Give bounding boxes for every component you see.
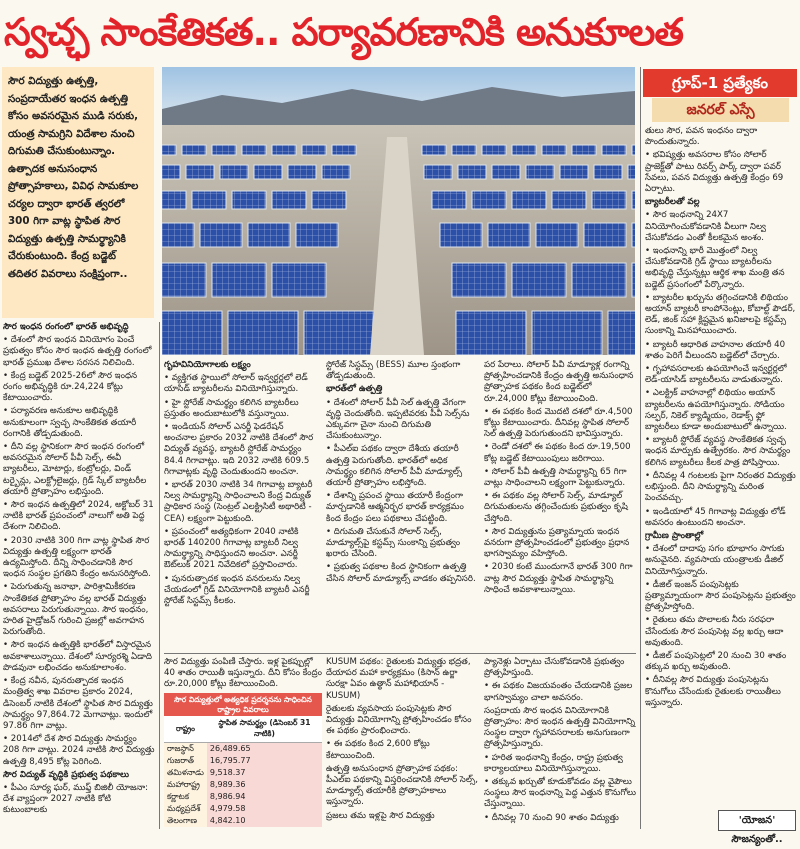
paragraph: • 2014లో దేశ సౌర విద్యుత్తు సామర్థ్యం 208 గిగా వాట్లు. 2024 నాటికి సౌర విద్యుత్తు ఉత్పత్తి 8,495 కోట్ల పెరిగింది.: [3, 734, 155, 767]
paragraph: • సౌర ఇంధన ఉత్పత్తిలో 2024, అక్టోబర్ 31 నాటికి భారత్ ప్రపంచంలో నాలుగో అతి పెద్ద దేశంగా నిలిచింది.: [3, 500, 154, 533]
solar-panel: [552, 191, 586, 209]
paragraph: • దేశాన్ని ప్రపంచ స్థాయి తయారీ కేంద్రంగా మార్చడానికి ఆత్మనిర్భర భారత్ కార్యక్రమం కింద కేంద్రం పలు పథకాలు చేపట్టింది.: [326, 491, 464, 524]
yojana-credit: 'యోజన' సౌజన్యంతో..: [718, 810, 796, 831]
solar-panel: [512, 263, 566, 297]
state-name-cell: తెలంగాణ: [164, 815, 207, 827]
state-name-cell: రాజస్థాన్: [164, 743, 207, 756]
paragraph: • తక్కువ ఖర్చుతో కూడుకోవడం వల్ల వైపౌలు సంస్థలు సౌర ఇంధనాన్ని పెద్ద ఎత్తున కొనుగోలు చేస్తున్నాయి.: [484, 777, 636, 810]
paragraph: • హరిత ఇంధనాన్ని కేంద్రం, రాష్ట్ర ప్రభుత్వ కార్యాలయాలు వినియోగిస్తున్నాయి.: [484, 752, 623, 774]
paragraph: • దిగుమతి చేసుకునే సోలార్ సెల్స్, మాడ్యూల్స్‌పై కస్టమ్స్ సుంకాన్ని ప్రభుత్వం ఖరారు చేసింది.: [326, 526, 461, 560]
table-header: రాష్ట్రం: [164, 716, 207, 743]
paragraph: ఉత్పత్తి అనుసంధాన ప్రోత్సాహక పథకం: పీఎల్ఐ పథకాన్ని విస్తరించడానికి సోలార్ సెల్స్, మాడ్యూల్స్ తయారీకి ప్రోత్సాహకాలు ఇస్తున్నారు.: [326, 763, 478, 808]
solar-panel: [220, 165, 248, 179]
paragraph: • గృహావసరాలకు ఉపయోగించే ఇన్వర్టర్లలో లెడ్-యాసిడ్ బ్యాటరీలను వాడుతున్నారు.: [645, 364, 787, 386]
solar-panel: [456, 311, 526, 355]
intro-box: సౌర విద్యుత్తు ఉత్పత్తి, సంప్రదాయేతర ఇంధన ఉత్పత్తి కోసం అవసరమైన ముడి సరుకు, యంత్ర సామగ్రిని విదేశాల నుంచి దిగుమతి చేసుకుంటున్నాం. ఉత్పాదక అనుసంధాన ప్రోత్సాహకాలు, వివిధ సామకూల చర్యల ద్వారా భారత్ త్వరలో 300 గిగా వాట్ల స్థాపిత సౌర విద్యుత్తు ఉత్పత్తి సామర్థ్యానికి చేరుకుంటుంది. కేంద్ర బడ్జెట్ తదితర వివరాలు సంక్షిప్తంగా..: [2, 67, 154, 318]
solar-panel: [632, 263, 635, 297]
paragraph: • డీజిల్ పంపుసెట్లలో 20 నుంచి 30 శాతం తక్కువ ఖర్చు అవుతుంది.: [645, 650, 787, 673]
state-name-cell: తమిళనాడు: [164, 767, 207, 779]
bottom-column-1: [164, 657, 322, 691]
paragraph: ప్రజలు తమ ఇళ్లపై సౌర విద్యుత్తు: [326, 810, 435, 821]
solar-panel: [512, 145, 536, 155]
section-heading: సౌర ఇంధన రంగంలో భారత్ అభివృద్ధి: [3, 322, 129, 332]
paragraph: పర పేరాలు. సోలార్ పీవీ మాడ్యూళ్ల రంగాన్ని ప్రోత్సహించడానికి కేంద్రం ఉత్పత్తి అనుసంధాన ప్రోత్సాహక పథకం కింద బడ్జెట్‌లో రూ.24,000 కోట్లు కేటాయించింది.: [484, 360, 634, 404]
paragraph: • 2030 కంటే ముందుగానే భారత్ 300 గిగా వాట్ల సౌర విద్యుత్తు స్థాపిత సామర్థ్యాన్ని సాధించే అవకాశాలున్నాయి.: [484, 562, 633, 595]
paragraph: • సౌర ఇంధనాన్ని 24X7 వినియోగించుకోవడానికి వీలుగా నిల్వ చేసుకోవడం ఎంతో కీలకమైన అంశం.: [645, 210, 766, 243]
state-name-cell: మధ్యప్రదేశ్: [164, 803, 207, 815]
paragraph: సంప్రదాయ సౌర ఇంధన వినియోగానికి ప్రోత్సాహం: సౌర ఇంధన ఉత్పత్తి వినియోగాన్ని సంస్థల ద్వారా గృహావసరాలకు అనుగుణంగా ప్రోత్సహిస్తున్నారు.: [484, 705, 636, 750]
paragraph: • ఈ పథకం వల్ల సోలార్ సెల్స్, మాడ్యూల్ దిగుమతులను తగ్గించేందుకు ప్రభుత్వం కృషి చేస్తోంది.: [484, 491, 628, 524]
states-table: [164, 716, 322, 827]
paragraph: • బ్యాటరీ ఆధారిత వాహనాల తయారీ 40 శాతం పెరిగే వీలుందని బడ్జెట్‌లో చేర్చారు.: [645, 339, 786, 361]
paragraph: • సోలార్ పీవీ ఉత్పత్తి సామర్థ్యాన్ని 65 గిగా వాట్లు సాధించాలని లక్ష్యంగా పెట్టుకున్నారు.: [484, 466, 627, 489]
paragraph: • ప్రభుత్వ పథకాల కింద స్థానికంగా ఉత్పత్తి చేసిన సోలార్ మాడ్యూల్స్ వాడకం తప్పనిసరి.: [326, 562, 476, 584]
headline: స్వచ్ఛ సాంకేతికత.. పర్యావరణానికి అనుకూలత: [4, 10, 683, 54]
solar-panel: [232, 191, 266, 209]
solar-panel: [584, 223, 626, 247]
paragraph: • దీనివల్ల 70 నుంచి 90 శాతం విద్యుత్తు: [484, 812, 619, 823]
solar-panel: [632, 191, 635, 209]
solar-panel: [608, 311, 635, 355]
solar-panel: [162, 223, 194, 247]
capacity-cell: 4,842.10: [207, 815, 322, 827]
paragraph: KUSUM పథకం: రైతులకు విద్యుత్తు భద్రత, దేయాపర మహా కార్యక్రమం (కిసాన్ ఉర్జా సురక్షా ఏవం ఉత్థాన్ మహాభియాన్ - KUSUM): [326, 657, 471, 701]
solar-panel: [526, 165, 554, 179]
solar-panel: [594, 165, 622, 179]
solar-panel: [162, 311, 222, 355]
group1-badge: గ్రూప్-1 ప్రత్యేకం: [643, 69, 797, 97]
table-row: [164, 815, 322, 827]
paragraph: • రైతులు తమ పొలాలకు నీరు సరఫరా చేసేందుకు సౌర పంపుసెట్ల వల్ల ఖర్చు ఆదా అవుతుంది.: [645, 615, 784, 648]
paragraph: • బ్యాటరీ స్టోరేజ్ వ్యవస్థ సాంకేతికత స్వచ్ఛ ఇంధన మార్పుకు ఉత్ప్రేరకం. సౌర సామర్థ్యం కలిగిన బ్యాటరీలు కీలక పాత్ర పోషిస్తాయి.: [645, 435, 791, 468]
solar-panel: [632, 223, 635, 247]
paragraph: • భారత్ 2030 నాటికి 34 గిగావాట్ల బ్యాటరీ నిల్వ సామర్థ్యాన్ని సాధించాలని కేంద్ర విద్యుత్ ప్రాధికార సంస్థ (సెంట్రల్ ఎలక్ట్రిసిటీ అథారిటీ - CEA) లక్ష్యంగా పెట్టుకుంది.: [164, 480, 313, 524]
table-row: [164, 767, 322, 779]
solar-panel: [200, 223, 242, 247]
solar-panel: [162, 145, 176, 155]
solar-panel: [304, 311, 374, 355]
paragraph: • కేంద్ర బడ్జెట్ 2025-26లో సౌర ఇంధన రంగం అభివృద్ధికి రూ.24,224 కోట్లు కేటాయించారు.: [3, 370, 138, 404]
solar-panel: [162, 165, 180, 179]
column-1: [3, 322, 155, 830]
capacity-cell: 26,489.65: [207, 743, 322, 756]
paragraph: • దీనివల్ల 4 గంటలకు పైగా నిరంతర విద్యుత్తు లభిస్తుంది. దీని సామర్థ్యాన్ని మరింత పెంచవచ్చు.: [645, 470, 796, 504]
solar-panel: [572, 263, 626, 297]
state-name-cell: మహారాష్ట్ర: [164, 779, 207, 791]
section-heading: గృహవినియోగాలకు లక్ష్యం: [164, 360, 251, 370]
solar-panel: [440, 223, 482, 247]
paragraph: • ప్రపంచంలో అత్యధికంగా 2040 నాటికి భారత్ 140200 గిగావాట్ల బ్యాటరీ నిల్వ సామర్థ్యాన్ని సాధిస్తుందని అంచనా. ఎనర్జీ ఔట్‌లుక్ 2021 నివేదికలో ప్రస్తావించారు.: [164, 526, 299, 571]
solar-panel: [254, 165, 282, 179]
paragraph: • పునరుత్పాదక ఇంధన వనరులను నిల్వ చేయడంలో గ్రిడ్ వినియోగానికి బ్యాటరీ ఎనర్జీ స్టోరేజ్ సిస్టమ్స్ కీలకం.: [164, 573, 310, 607]
solar-panel: [492, 165, 520, 179]
solar-panel: [422, 145, 446, 155]
table-row: [164, 803, 322, 815]
capacity-cell: 16,795.77: [207, 755, 322, 767]
column-4: [484, 360, 636, 685]
paragraph: • ఎలక్ట్రిక్ వాహనాల్లో లిథియం అయాన్ బ్యాటరీలను ఉపయోగిస్తున్నారు. సోడియం సల్ఫర్, నికెల్ క్యాడ్మియం, రెడాక్స్ ఫ్లో బ్యాటరీలు కూడా అందుబాటులో ఉన్నాయి.: [645, 388, 787, 433]
solar-panel: [302, 145, 326, 155]
paragraph: • సౌర విద్యుత్తును ప్రత్యామ్నాయ ఇంధన వనరుగా ప్రోత్సహించడంలో ప్రభుత్వం ప్రధాన భాగస్వామ్యం వహిస్తోంది.: [484, 526, 630, 560]
paragraph: • కేంద్ర నవీన, పునరుత్పాదక ఇంధన మంత్రిత్వ శాఖ వివరాల ప్రకారం 2024, డిసెంబర్ నాటికి దేశంలో స్థాపిత సౌర విద్యుత్తు సామర్థ్యం 97,864.72 మెగావాట్లు. ఇందులో 97.86 గిగా వాట్లు.: [3, 676, 153, 731]
paragraph: • ఇండియన్ సోలార్ ఎనర్జీ ఫెడరేషన్ అంచనాల ప్రకారం 2032 నాటికి దేశంలో సౌర విద్యుత్ వ్యవస్థ, బ్యాటరీ స్టోరేజ్ సామర్థ్యం 84.4 గిగావాట్లు. ఇది 2032 నాటికి 609.5 గిగావాట్లకు వృద్ధి చెందుతుందని అంచనా.: [164, 422, 314, 477]
section-heading: భారత్‌లో ఉత్పత్తి: [326, 384, 383, 395]
solar-panel: [332, 145, 356, 155]
solar-panel: [242, 145, 266, 155]
section-heading: గ్రామీణ ప్రాంతాల్లో: [645, 530, 704, 541]
paragraph: • ఇంధనాన్ని భారీ మొత్తంలో నిల్వ చేసుకోవడానికి గ్రిడ్ స్థాయి బ్యాటరీలను అభివృద్ధి చేస్తున్నట్లు ఆర్థిక శాఖ మంత్రి తన బడ్జెట్ ప్రసంగంలో పేర్కొన్నారు.: [645, 246, 785, 290]
divider: [164, 653, 636, 654]
paragraph: • ఈ పథకం కింద మొదటి దశలో రూ.4,500 కోట్లు కేటాయించారు. దీనివల్ల స్థాపిత సోలార్ సెల్ ఉత్పత్తి పెరుగుతుందని భావిస్తున్నారు.: [484, 406, 633, 440]
paragraph: తులు సౌర, పవన ఇంధనం ద్వారా పొందుతున్నారు.: [645, 126, 758, 148]
capacity-cell: 8,989.36: [207, 779, 322, 791]
solar-panel: [288, 165, 316, 179]
solar-panel: [452, 263, 506, 297]
solar-panel: [162, 191, 186, 209]
state-name-cell: గుజరాత్: [164, 755, 207, 767]
divider: [640, 67, 641, 829]
paragraph: • వ్యక్తిగత స్థాయిలో సోలార్ ఇన్వర్టర్లలో లెడ్ యాసిడ్ బ్యాటరీలను వినియోగిస్తున్నారు.: [164, 373, 308, 395]
paragraph: • ఇండియాలో 45 గిగావాట్ల విద్యుత్తు లోడ్ అవసరం ఉంటుందని అంచనా.: [645, 506, 786, 528]
bottom-column-3: [484, 657, 636, 829]
table-row: [164, 779, 322, 791]
solar-panel: [542, 145, 566, 155]
paragraph: స్టోరేజ్ సిస్టమ్స్ (BESS) మూల స్తంభంగా తోడ్పడుతుంది.: [326, 360, 461, 382]
solar-panel: [628, 165, 635, 179]
paragraph: • బ్యాటరీల ఖర్చును తగ్గించడానికి లిథియం అయాన్ బ్యాటరీ కాంపోనెంట్లు, కోబాల్ట్ పౌడర్, లెడ్, జింక్ సహా క్లిష్టమైన ఖనిజాలపై కస్టమ్స్ సుంకాన్ని మినహాయించారు.: [645, 292, 796, 337]
solar-panel: [532, 311, 602, 355]
paragraph: • ఈ పథకం కింద 2,600 కోట్లు కేటాయించింది.: [326, 739, 430, 761]
paragraph: సౌర విద్యుత్తు పంపిణీ చేస్తారు. ఇళ్ల పైకప్పుల్లో 40 శాతం రాయితీ ఇస్తున్నారు. దీని కోసం కేంద్రం రూ.20,000 కోట్లు కేటాయించింది.: [164, 657, 322, 690]
solar-panel: [432, 191, 466, 209]
solar-panel: [312, 191, 346, 209]
solar-panel: [192, 191, 226, 209]
solar-panel: [272, 191, 306, 209]
solar-panel: [322, 165, 350, 179]
solar-panels-photo: [162, 67, 635, 355]
paragraph: ప్యానెళ్లు ఏర్పాటు చేసుకోవడానికి ప్రభుత్వం ప్రోత్సహిస్తుంది.: [484, 657, 625, 679]
solar-panel: [182, 145, 206, 155]
solar-panel: [162, 263, 206, 297]
paragraph: • డీజిల్ ఇంజన్ పంపుసెట్లకు ప్రత్యామ్నాయంగా సౌర పంపుసెట్లను ప్రభుత్వం ప్రోత్సహిస్తోంది.: [645, 579, 796, 613]
solar-panel: [482, 145, 506, 155]
paragraph: • పర్యావరణ అనుకూల అభివృద్ధికి అనుకూలంగా స్వచ్ఛ సాంకేతికత తయారీ రంగానికి తోడ్పడుతుంది.: [3, 406, 137, 439]
table-row: [164, 791, 322, 803]
solar-panel: [212, 263, 266, 297]
paragraph: • ఈ పథకం విజయవంతం చేయడానికి ప్రజల భాగస్వామ్యం చాలా అవసరం.: [484, 681, 633, 703]
capacity-cell: 9,518.37: [207, 767, 322, 779]
paragraph: • పీఎల్ఐ పథకం ద్వారా దేశీయ తయారీ ఉత్పత్తి పెరుగుతోంది. భారత్‌లో అధిక సామర్థ్యం కలిగిన సోలార్ పీవీ మాడ్యూల్స్ తయారీ ప్రోత్సాహం లభిస్తోంది.: [326, 444, 463, 489]
paragraph: రైతులకు వ్యవసాయ పంపుసెట్లకు సౌర విద్యుత్తు వినియోగాన్ని ప్రోత్సహించడం కోసం ఈ పథకం ప్రారంభించారు.: [326, 703, 472, 737]
solar-panel: [296, 223, 338, 247]
paragraph: • పీఎం సూర్య ఘర్, ముఫ్త్ బిజిలీ యోజనా: దేశ వ్యాప్తంగా 2027 నాటికి కోటి కుటుంబాలకు: [3, 782, 149, 816]
paragraph: • సౌర ఇంధన ఉత్పత్తికి భారత్‌లో విస్తారమైన అవకాశాలున్నాయి. దేశంలో సూర్యరశ్మి ఏడాది పొడవునా లభించడం అనుకూలాంశం.: [3, 640, 152, 673]
general-essay-badge: జనరల్ ఎస్సే: [652, 98, 789, 122]
table-row: [164, 755, 322, 767]
solar-panel: [228, 311, 298, 355]
paragraph: • హై స్టోరేజ్ సామర్థ్యం కలిగిన బ్యాటరీలు ప్రస్తుతం అందుబాటులోకి వస్తున్నాయి.: [164, 397, 299, 419]
capacity-cell: 4,979.58: [207, 803, 322, 815]
paragraph: • దీనివల్ల సౌర విద్యుత్తు పంపుసెట్లను కొనుగోలు చేసేందుకు రైతులకు రాయితీలు ఇస్తున్నారు.: [645, 675, 781, 708]
column-3: [326, 360, 478, 685]
paragraph: • భవిష్యత్తు అవసరాల కోసం సోలార్ ప్రాజెక్ట్‌తో పాటు రివర్స్ పార్క్ ద్వారా పవర్ సేవలు, పవన విద్యుత్తు ఉత్పత్తి కేంద్రం 69 ఏర్పాటు.: [645, 150, 784, 195]
solar-panel: [592, 191, 626, 209]
solar-panel: [424, 165, 452, 179]
paragraph: • దేశంలో సోలార్ పీవీ సెల్ ఉత్పత్తి వేగంగా వృద్ధి చెందుతోంది. ఇప్పటివరకు పీవీ సెల్స్‌ను ఎక్కువగా చైనా నుంచి దిగుమతి చేసుకుంటున్నాం.: [326, 397, 470, 442]
solar-panel: [560, 165, 588, 179]
section-heading: సౌర విద్యుత్ వృద్ధికి ప్రభుత్వ పథకాలు: [3, 769, 130, 780]
paragraph: • దేశంలో దాదాపు సగం భూభాగం సాగుకు అనువైనది. వ్యవసాయ యంత్రాలకు డీజిల్ వినియోగిస్తున్నారు.: [645, 544, 785, 577]
solar-panel: [602, 145, 626, 155]
solar-panel: [572, 145, 596, 155]
paragraph: • పెరుగుతున్న జనాభా, పారిశ్రామికీకరణ సాంకేతికత ప్రోత్సాహం వల్ల భారత్ విద్యుత్తు అవసరాలు పెరుగుతున్నాయి. సౌర ఇంధనం, హరిత హైడ్రోజన్ గురించి ప్రజల్లో అవగాహన పెరుగుతోంది.: [3, 582, 149, 638]
solar-panel: [632, 145, 635, 155]
paragraph: • దేశంలో సౌర ఇంధన వినియోగం పెంచే ప్రభుత్వం కోసం సౌర ఇంధన ఉత్పత్తి రంగంలో భారత్ ప్రముఖ దేశాల సరసన నిలిచింది.: [3, 335, 152, 368]
solar-panel: [272, 263, 326, 297]
solar-panel: [452, 145, 476, 155]
state-name-cell: కర్ణాటక: [164, 791, 207, 803]
solar-panel: [272, 145, 296, 155]
paragraph: • రెండో దశలో ఈ పథకం కింద రూ.19,500 కోట్ల బడ్జెట్ కేటాయింపులు జరిగాయి.: [484, 442, 631, 464]
table-header: స్థాపిత సామర్థ్యం (డిసెంబర్ 31 నాటికి): [207, 716, 322, 743]
bottom-column-2: [326, 657, 478, 829]
solar-panel: [186, 165, 214, 179]
paragraph: • దీని వల్ల స్థానికంగా సౌర ఇంధన రంగంలో అవసరమైన సోలార్ పీవీ సెల్స్, ఈవీ బ్యాటరీలు, మోటార్లు, కంట్రోలర్లు, విండ్ టర్బైన్లు, ఎలక్ట్రోలైజర్లు, గ్రిడ్ స్కేల్ బ్యాటరీల తయారీ ప్రోత్సాహం లభిస్తుంది.: [3, 442, 147, 497]
solar-panel: [512, 191, 546, 209]
solar-panel: [458, 165, 486, 179]
solar-panel: [248, 223, 290, 247]
column-5: [645, 126, 797, 806]
solar-panel: [472, 191, 506, 209]
solar-panel: [212, 145, 236, 155]
solar-panel: [488, 223, 530, 247]
table-title: సౌర విద్యుత్తులో అత్యధిక ప్రదర్శనను సాధించిన రాష్ట్రాల వివరాలు: [164, 693, 322, 716]
table-row: [164, 743, 322, 756]
paragraph: • 2030 నాటికి 300 గిగా వాట్ల స్థాపిత సౌర విద్యుత్తు ఉత్పత్తి లక్ష్యంగా భారత్ ఉద్యమిస్తోంది. దీన్ని సాధించడానికి సౌర ఇంధన సంస్థల ప్రగతిని కేంద్రం అనుసరిస్తోంది.: [3, 535, 151, 580]
capacity-cell: 8,986.94: [207, 791, 322, 803]
column-2: [164, 360, 319, 685]
states-table-box: [164, 693, 322, 829]
solar-panel: [536, 223, 578, 247]
divider: [159, 322, 160, 829]
section-heading: బ్యాటరీలతో వల్ల: [645, 197, 700, 208]
